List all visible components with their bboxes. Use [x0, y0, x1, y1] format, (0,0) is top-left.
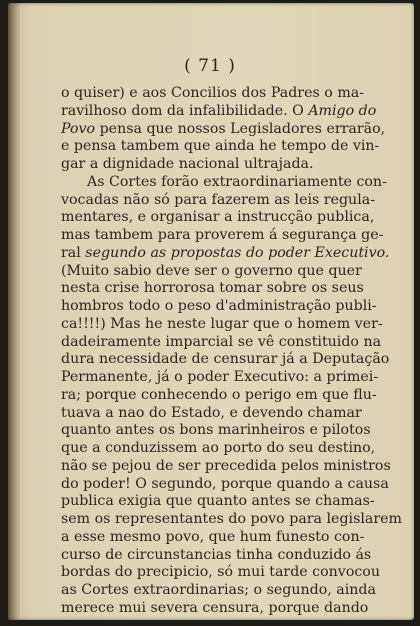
text-line: (Muito sabio deve ser o governo que quer [61, 262, 362, 279]
text-line: ravilhoso dom da infalibilidade. O Amigo do [61, 102, 377, 119]
page-number: ( 71 ) [184, 56, 236, 76]
body-text [61, 85, 402, 618]
text-line: as Cortes extraordinarias; o segundo, ainda [61, 582, 376, 598]
text-line: não se pejou de ser precedida pelos ministros [61, 457, 391, 474]
text-line: Povo pensa que nossos Legisladores errarão, [61, 120, 386, 137]
text-line: mentares, e organisar a instrucção publica, [61, 209, 375, 226]
text-line: Permanente, já o poder Executivo: a primei- [61, 369, 379, 385]
paragraph-start-line: As Cortes forão extraordinariamente con- [87, 173, 387, 190]
text-line: hombros todo o peso d'administração publi- [61, 298, 377, 314]
text-line: e pensa tambem que ainda he tempo de vin- [61, 138, 380, 155]
page-gutter [8, 3, 20, 620]
text-line: tuava a nao do Estado, e devendo chamar [61, 404, 362, 421]
text-line: mas tambem para proverem á segurança ge- [61, 227, 384, 243]
text-line: curso de circunstancias tinha conduzido ás [61, 546, 372, 563]
text-line: merece mui severa censura, porque dando [61, 599, 369, 616]
text-line: o quiser) e aos Concilios dos Padres o ma- [61, 85, 365, 101]
text-line: bordas do precipicio, só mui tarde convocou [61, 564, 380, 581]
text-line: gar a dignidade nacional ultrajada. [61, 156, 314, 172]
text-line: nesta crise horrorosa tomar sobre os seus [61, 280, 364, 297]
text-line: ca!!!!) Mas he neste lugar que o homem ver- [61, 315, 383, 332]
text-line: quanto antes os bons marinheiros e pilotos [61, 422, 371, 439]
text-line: publica exigia que quanto antes se chamas- [61, 493, 375, 510]
text-line: ra; porque conhecendo o perigo em que flu- [61, 386, 377, 403]
text-line: do poder! O segundo, porque quando a causa [61, 475, 389, 492]
text-line: dura necessidade de censurar já a Deputação [61, 351, 390, 368]
text-line: dadeiramente imparcial se vê constituido na [61, 333, 382, 350]
text-line: sem os representantes do povo para legislarem [61, 511, 402, 527]
text-line: a esse mesmo povo, que hum funesto con- [61, 528, 365, 545]
text-line: que a conduzissem ao porto do seu destino, [61, 440, 376, 456]
text-line: ral segundo as propostas do poder Executivo. [61, 244, 390, 261]
text-line: vocadas não só para fazerem as leis regula- [61, 191, 375, 208]
